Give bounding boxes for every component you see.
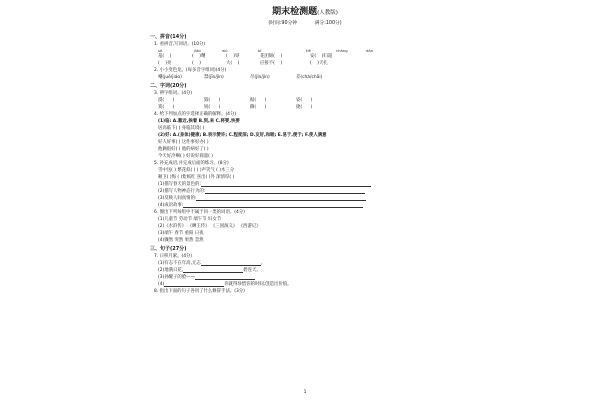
q1-item: ( )曙 — [192, 54, 206, 59]
question-5: 5. 补充成语,并完成后面的练习。(8分) — [154, 161, 229, 166]
q7-text: (1)有志不在年高,无志 — [158, 261, 201, 266]
question-6: 6. 圈出下列每组中不属于同一类的词语。(4分) — [154, 210, 245, 215]
section-sentences: 三、句子(27分) — [150, 246, 187, 252]
q3-item: 撕( ) — [250, 105, 267, 110]
q5-label: (1)描写春天的景色的: — [158, 182, 201, 187]
q4-2-blanks-b: 他俩很好( ) 他的病好了( ) — [158, 147, 209, 152]
time-limit: (时间:90分钟 — [268, 21, 298, 26]
q1-item: 应接不( ) — [260, 61, 283, 66]
q3-item: 捷( ) — [296, 105, 313, 110]
answer-line[interactable] — [201, 181, 371, 187]
pinyin: tiě — [306, 48, 311, 53]
question-2: 2. 小小变色龙。(每多音字组词)(4分) — [154, 68, 227, 73]
answer-line[interactable] — [183, 267, 243, 273]
q7-line-c — [150, 274, 460, 281]
q3-item: 锐( ) — [204, 105, 221, 110]
pinyin: bǐ — [258, 48, 262, 53]
q2-row — [150, 74, 460, 81]
q7-line-d — [150, 281, 460, 288]
pinyin: dān — [366, 48, 374, 53]
q3-item: 漠( ) — [158, 98, 175, 103]
full-score: 满分:100分) — [314, 21, 342, 26]
page-number: 1 — [303, 390, 307, 395]
q5-label: (2)描写人物神态行为的: — [158, 189, 206, 194]
question-1: 1. 看拼音,写词语。(10分) — [154, 42, 206, 47]
question-4: 4. 给下列加点的字选择正确的解释。(4分) — [154, 112, 237, 117]
section-words: 二、字词(20分) — [150, 83, 187, 89]
edition-label: (人教版) — [317, 10, 338, 16]
q4-1-options: (1)临: A.靠近,挨着 B.到,来 C.将要,快要 — [158, 119, 240, 124]
answer-line[interactable] — [195, 274, 255, 280]
q7-text: (3)孙醒子的脸—— — [158, 275, 195, 280]
q3-item: 据( ) — [250, 98, 267, 103]
q2-item: 尽(jǐn/jìn) — [250, 75, 270, 80]
q5-line-d — [150, 202, 460, 209]
q3-item: 寞( ) — [158, 105, 175, 110]
q1-row-1 — [150, 53, 460, 60]
q7-line-a: (1)有志不在年高,无志 。 — [158, 261, 266, 266]
q1-item: 花团锦( ) — [260, 54, 283, 59]
answer-line[interactable] — [183, 202, 363, 208]
exam-title — [150, 6, 460, 19]
pinyin: sè — [158, 48, 163, 53]
q4-1-blanks: 居高临下( ) 身临其境( ) — [158, 126, 205, 131]
question-7: 7. 日积月累。(4分) — [154, 254, 193, 259]
q7-text: 碧连天。 — [243, 268, 261, 273]
q6-row: (3)端午 春节 重阳 日夜 — [158, 231, 204, 236]
q2-item: 禁(jīn/jìn) — [204, 75, 224, 80]
q7-text: 你就得珍惜你的时间,创造出价值。 — [224, 282, 292, 287]
q1-item: 羞( ) — [158, 54, 172, 59]
pinyin: chàng — [336, 48, 348, 53]
q6-row: (4)骤然 突然 果然 忽然 — [158, 238, 204, 243]
q5-line-c — [150, 195, 460, 202]
title-text: 期末检测题 — [272, 7, 318, 17]
q1-item: ( )辱 — [226, 54, 240, 59]
q6-row: (1)儿童节 劳动节 端午节 妇女节 — [158, 217, 222, 222]
q1-item: 安( )归超 — [310, 54, 333, 59]
q5-line-a — [150, 181, 460, 188]
q1-item: ( ) — [192, 61, 202, 66]
q3-item: 毁( ) — [204, 98, 221, 103]
q5-line-b — [150, 188, 460, 195]
question-3: 3. 辨字组词。(4分) — [154, 91, 193, 96]
answer-line[interactable] — [164, 281, 224, 287]
q1-item: ( )天扎 — [310, 61, 328, 66]
exam-meta — [150, 19, 460, 28]
q2-item: 嘲(juē/jiáo) — [158, 75, 182, 80]
q5-row-1: 雪中送( ) 繁花似( ) ( )声笑气 ( )木三分 — [158, 168, 235, 173]
pinyin: jiǎo — [194, 48, 201, 53]
q4-2-blanks-a: 好人好事( ) 这件事好办( ) — [158, 140, 209, 145]
exam-sheet — [150, 4, 460, 396]
answer-line[interactable] — [205, 188, 365, 194]
q1-row-2 — [150, 60, 460, 67]
q3-row-2 — [150, 104, 460, 111]
question-8: 8. 指出下面的句子各用了什么修辞手法。(3分) — [154, 289, 245, 294]
q1-item: 大( ) — [226, 61, 240, 66]
q5-label: (3)反映人间真情的: — [158, 196, 197, 201]
q6-row: (2)《水浒传》 《蝉王传》 《三国演义》 《西游记》 — [158, 224, 261, 229]
pinyin: wǔ — [222, 48, 228, 53]
q3-item: 姿( ) — [296, 98, 313, 103]
q4-2-blanks-c: 今天好冷啊( ) 好说好商量( ) — [158, 154, 213, 159]
answer-line[interactable] — [201, 260, 261, 266]
q5-row-2: 顿卫( )悔 ( )紫嫣红 喜出( )外 深情厚( ) — [158, 175, 235, 180]
q5-label: (4)成语故事: — [158, 203, 184, 208]
section-pinyin: 一、拼音(14分) — [150, 34, 187, 40]
q1-item: ( )亮 — [158, 61, 172, 66]
q2-item: 差(chà/chāi) — [296, 75, 323, 80]
answer-line[interactable] — [196, 195, 366, 201]
q4-2-options: (2)好: A.(身体)健康; B.表示赞许; C.程度深; D.友好,和睦; E.易于,便于; F.使人满意 — [158, 133, 327, 138]
q3-row-1 — [150, 97, 460, 104]
q7-line-b — [150, 267, 460, 274]
q7-text: (2)地满日花, — [158, 268, 184, 273]
q7-text: (4) — [158, 282, 165, 287]
